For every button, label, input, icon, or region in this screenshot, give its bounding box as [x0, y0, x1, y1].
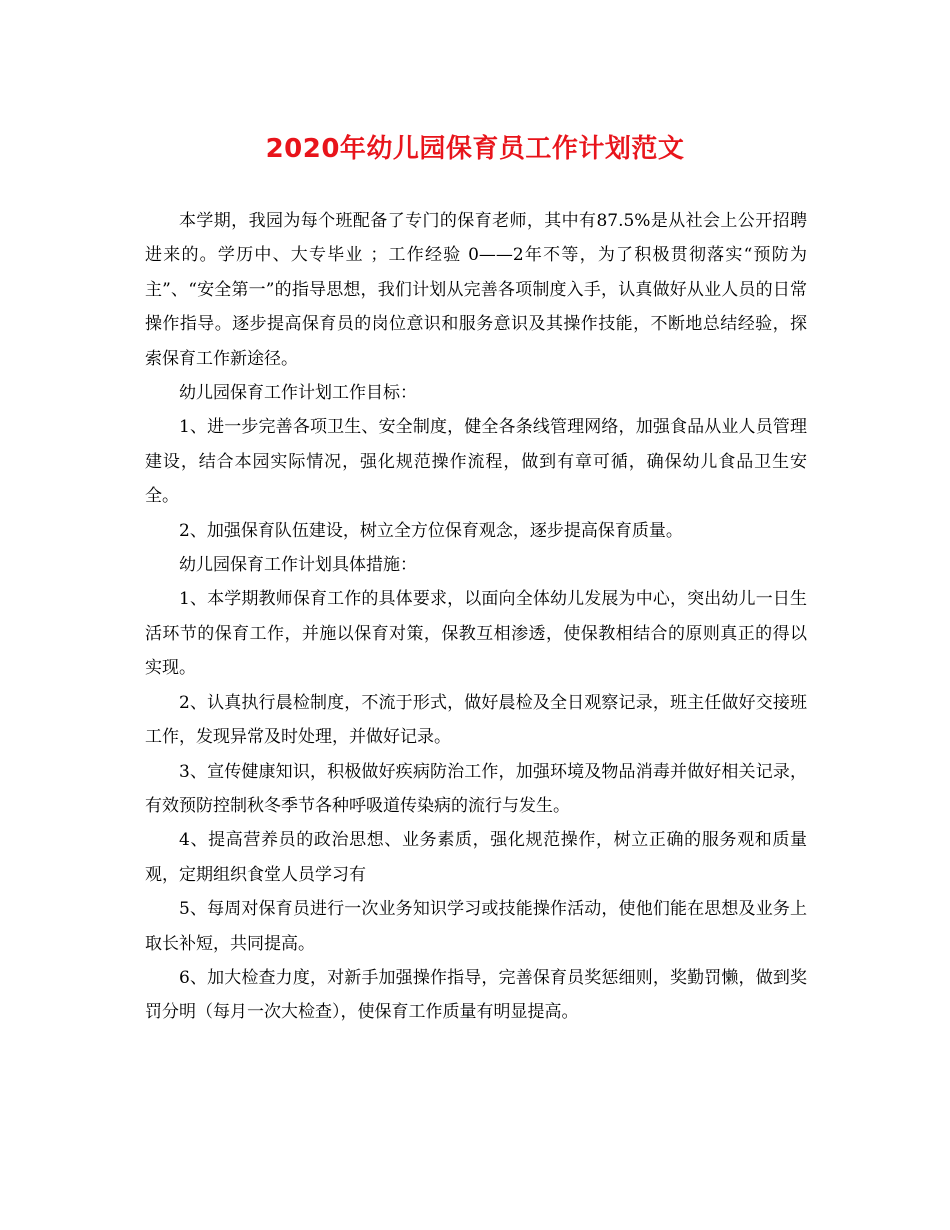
paragraph-measures-heading: 幼儿园保育工作计划具体措施：	[179, 555, 417, 576]
document-title: 2020年幼儿园保育员工作计划范文	[265, 134, 685, 164]
paragraph-goals-heading: 幼儿园保育工作计划工作目标：	[179, 383, 417, 404]
paragraph-measure-5: 5、每周对保育员进行一次业务知识学习或技能操作活动，使他们能在思想及业务上取长补短，共同提高。	[145, 899, 807, 954]
paragraph-measure-3: 3、宣传健康知识，积极做好疾病防治工作，加强环境及物品消毒并做好相关记录，有效预防控制秋冬季节各种呼吸道传染病的流行与发生。	[145, 761, 807, 816]
paragraph-measure-2: 2、认真执行晨检制度，不流于形式，做好晨检及全日观察记录，班主任做好交接班工作，发现异常及时处理，并做好记录。	[145, 692, 807, 748]
paragraph-intro: 本学期，我园为每个班配备了专门的保育老师，其中有87.5%是从社会上公开招聘进来的。学历中、大专毕业 ；工作经验 0——2年不等，为了积极贯彻落实“预防为主”、“安全第一”的指导思想，我们计划从完善各项制度入手，认真做好从业人员的日常操作指导。逐步提高保育员的岗位意识和服务意识及其操作技能，不断地总结经验，探索保育工作新途径。	[145, 211, 807, 369]
paragraph-goal-1: 1、进一步完善各项卫生、安全制度，健全各条线管理网络，加强食品从业人员管理建设，结合本园实际情况，强化规范操作流程，做到有章可循，确保幼儿食品卫生安全。	[145, 417, 807, 507]
paragraph-measure-1: 1、本学期教师保育工作的具体要求，以面向全体幼儿发展为中心，突出幼儿一日生活环节的保育工作，并施以保育对策，保教互相渗透，使保教相结合的原则真正的得以实现。	[145, 589, 807, 679]
document-body	[145, 204, 807, 1030]
paragraph-measure-4: 4、提高营养员的政治思想、业务素质，强化规范操作，树立正确的服务观和质量观，定期组织食堂人员学习有	[145, 830, 807, 885]
paragraph-goal-2: 2、加强保育队伍建设，树立全方位保育观念，逐步提高保育质量。	[179, 520, 683, 541]
paragraph-measure-6: 6、加大检查力度，对新手加强操作指导，完善保育员奖惩细则，奖勤罚懒，做到奖罚分明（每月一次大检查），使保育工作质量有明显提高。	[145, 967, 807, 1023]
